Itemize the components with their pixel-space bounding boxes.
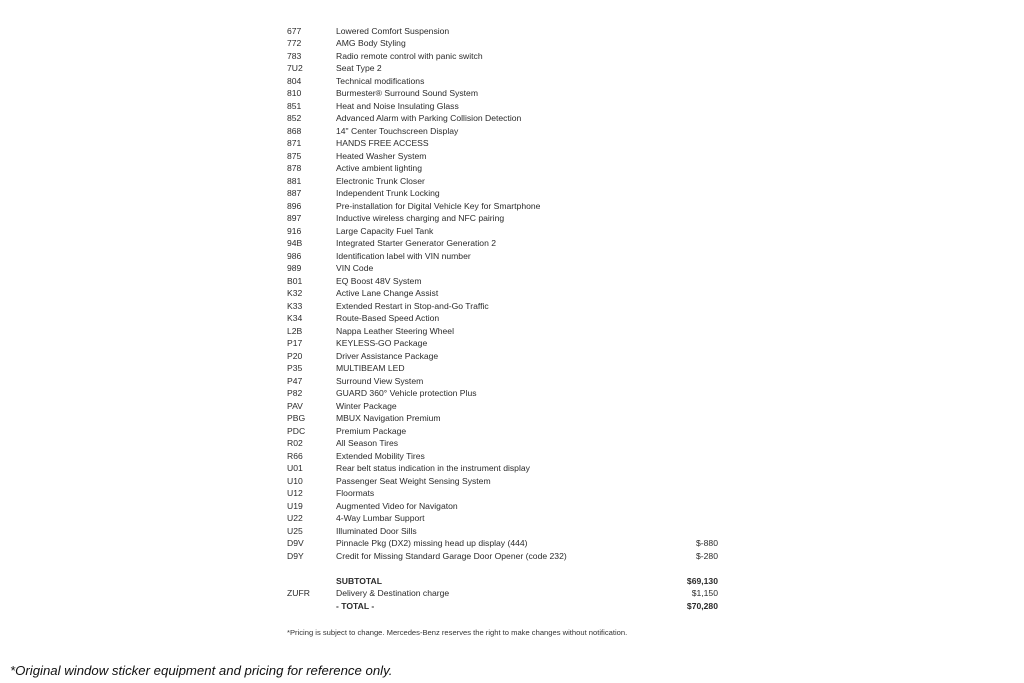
option-code: 871 xyxy=(287,138,302,148)
option-code: D9V xyxy=(287,538,304,548)
total-label: - TOTAL - xyxy=(336,600,375,611)
option-description: Identification label with VIN number xyxy=(336,250,471,261)
option-code: 783 xyxy=(287,50,302,61)
option-code: PAV xyxy=(287,400,303,411)
option-description: Passenger Seat Weight Sensing System xyxy=(336,475,491,486)
option-price: $-880 xyxy=(696,538,718,548)
option-code: K34 xyxy=(287,313,303,323)
equipment-row xyxy=(287,400,727,413)
subtotal-row xyxy=(287,575,727,588)
equipment-row xyxy=(287,512,727,525)
option-code: U12 xyxy=(287,488,303,498)
equipment-row xyxy=(287,237,727,250)
equipment-row xyxy=(287,137,727,150)
equipment-list xyxy=(287,25,727,563)
equipment-row xyxy=(287,450,727,463)
equipment-row xyxy=(287,112,727,125)
option-code: 851 xyxy=(287,100,302,111)
option-description: Integrated Starter Generator Generation 2 xyxy=(336,238,497,248)
equipment-row xyxy=(287,37,727,50)
option-code: L2B xyxy=(287,325,303,336)
equipment-row xyxy=(287,225,727,238)
option-description: MULTIBEAM LED xyxy=(336,363,405,373)
option-code: 878 xyxy=(287,163,302,173)
equipment-row xyxy=(287,487,727,500)
equipment-row xyxy=(287,362,727,375)
option-code: R02 xyxy=(287,438,303,448)
option-code: 881 xyxy=(287,175,302,186)
option-code: 887 xyxy=(287,188,302,198)
option-code: PBG xyxy=(287,413,306,423)
equipment-row xyxy=(287,425,727,438)
option-description: Radio remote control with panic switch xyxy=(336,50,483,61)
option-code: 677 xyxy=(287,25,302,36)
option-code: P17 xyxy=(287,338,303,348)
equipment-row xyxy=(287,187,727,200)
equipment-row xyxy=(287,75,727,88)
equipment-row xyxy=(287,412,727,425)
option-code: 989 xyxy=(287,263,302,273)
option-description: All Season Tires xyxy=(336,438,399,448)
option-code: P35 xyxy=(287,363,303,373)
option-code: 772 xyxy=(287,38,302,48)
option-description: HANDS FREE ACCESS xyxy=(336,138,429,148)
option-code: 875 xyxy=(287,150,302,161)
delivery-value: $1,150 xyxy=(691,588,718,598)
equipment-row xyxy=(287,500,727,513)
option-code: PDC xyxy=(287,425,306,436)
option-code: D9Y xyxy=(287,550,304,561)
equipment-row xyxy=(287,437,727,450)
delivery-label: Delivery & Destination charge xyxy=(336,588,450,598)
totals-section xyxy=(287,575,727,613)
delivery-code: ZUFR xyxy=(287,588,310,598)
equipment-row xyxy=(287,312,727,325)
option-code: U10 xyxy=(287,475,303,486)
reference-footnote: *Original window sticker equipment and pricing for reference only. xyxy=(10,663,393,678)
option-description: Pre-installation for Digital Vehicle Key for Smartphone xyxy=(336,200,541,211)
option-code: P82 xyxy=(287,388,303,398)
equipment-row xyxy=(287,125,727,138)
option-code: 897 xyxy=(287,213,302,223)
equipment-row xyxy=(287,212,727,225)
equipment-row xyxy=(287,375,727,388)
option-description: Inductive wireless charging and NFC pairing xyxy=(336,213,505,223)
option-description: Credit for Missing Standard Garage Door Opener (code 232) xyxy=(336,550,567,561)
option-code: U25 xyxy=(287,525,303,536)
equipment-row xyxy=(287,262,727,275)
equipment-row xyxy=(287,525,727,538)
equipment-row xyxy=(287,337,727,350)
option-description: Augmented Video for Navigaton xyxy=(336,500,458,511)
option-code: R66 xyxy=(287,450,303,461)
option-description: Driver Assistance Package xyxy=(336,350,439,361)
equipment-row xyxy=(287,537,727,550)
option-code: 916 xyxy=(287,225,302,236)
option-description: Extended Restart in Stop-and-Go Traffic xyxy=(336,300,489,311)
equipment-row xyxy=(287,462,727,475)
option-description: Pinnacle Pkg (DX2) missing head up display (444) xyxy=(336,538,528,548)
subtotal-value: $69,130 xyxy=(686,575,718,586)
option-code: P47 xyxy=(287,375,303,386)
equipment-row xyxy=(287,150,727,163)
option-description: Active ambient lighting xyxy=(336,163,422,173)
option-description: Independent Trunk Locking xyxy=(336,188,440,198)
option-description: Nappa Leather Steering Wheel xyxy=(336,325,455,336)
option-description: Extended Mobility Tires xyxy=(336,450,425,461)
option-code: 7U2 xyxy=(287,63,303,73)
option-description: Electronic Trunk Closer xyxy=(336,175,425,186)
option-code: 852 xyxy=(287,113,302,123)
option-description: Floormats xyxy=(336,488,375,498)
equipment-row xyxy=(287,175,727,188)
option-code: B01 xyxy=(287,275,303,286)
equipment-row xyxy=(287,100,727,113)
option-description: KEYLESS-GO Package xyxy=(336,338,428,348)
option-description: MBUX Navigation Premium xyxy=(336,413,441,423)
equipment-row xyxy=(287,87,727,100)
equipment-row xyxy=(287,250,727,263)
option-code: P20 xyxy=(287,350,303,361)
option-description: Active Lane Change Assist xyxy=(336,288,439,298)
option-description: Technical modifications xyxy=(336,75,425,86)
option-description: Illuminated Door Sills xyxy=(336,525,417,536)
option-price: $-280 xyxy=(696,550,718,561)
option-description: Large Capacity Fuel Tank xyxy=(336,225,434,236)
option-code: 804 xyxy=(287,75,302,86)
option-description: 14" Center Touchscreen Display xyxy=(336,125,459,136)
total-value: $70,280 xyxy=(686,600,718,611)
option-description: 4-Way Lumbar Support xyxy=(336,513,425,523)
option-description: EQ Boost 48V System xyxy=(336,275,422,286)
equipment-row xyxy=(287,275,727,288)
option-code: 896 xyxy=(287,200,302,211)
equipment-row xyxy=(287,387,727,400)
option-code: 810 xyxy=(287,88,302,98)
equipment-row xyxy=(287,325,727,338)
option-description: Lowered Comfort Suspension xyxy=(336,25,450,36)
option-description: Premium Package xyxy=(336,425,407,436)
option-code: U22 xyxy=(287,513,303,523)
delivery-row xyxy=(287,587,727,600)
option-description: VIN Code xyxy=(336,263,374,273)
subtotal-label: SUBTOTAL xyxy=(336,575,382,586)
pricing-disclaimer: *Pricing is subject to change. Mercedes-Benz reserves the right to make changes without notification. xyxy=(287,628,628,637)
equipment-row xyxy=(287,300,727,313)
equipment-row xyxy=(287,200,727,213)
equipment-row xyxy=(287,287,727,300)
total-row xyxy=(287,600,727,613)
equipment-row xyxy=(287,350,727,363)
equipment-row xyxy=(287,475,727,488)
option-description: Heat and Noise Insulating Glass xyxy=(336,100,459,111)
option-description: Burmester® Surround Sound System xyxy=(336,88,478,98)
option-code: 868 xyxy=(287,125,302,136)
option-description: GUARD 360° Vehicle protection Plus xyxy=(336,388,477,398)
equipment-row xyxy=(287,50,727,63)
option-code: 986 xyxy=(287,250,302,261)
option-code: K32 xyxy=(287,288,303,298)
option-description: Winter Package xyxy=(336,400,397,411)
option-description: Rear belt status indication in the instrument display xyxy=(336,463,530,473)
option-code: U19 xyxy=(287,500,303,511)
option-description: Route-Based Speed Action xyxy=(336,313,440,323)
equipment-row xyxy=(287,550,727,563)
option-code: U01 xyxy=(287,463,303,473)
option-description: Heated Washer System xyxy=(336,150,427,161)
equipment-row xyxy=(287,25,727,38)
equipment-row xyxy=(287,162,727,175)
option-code: K33 xyxy=(287,300,303,311)
option-description: Seat Type 2 xyxy=(336,63,382,73)
option-description: AMG Body Styling xyxy=(336,38,406,48)
option-code: 94B xyxy=(287,238,303,248)
option-description: Advanced Alarm with Parking Collision Detection xyxy=(336,113,522,123)
equipment-row xyxy=(287,62,727,75)
option-description: Surround View System xyxy=(336,375,424,386)
